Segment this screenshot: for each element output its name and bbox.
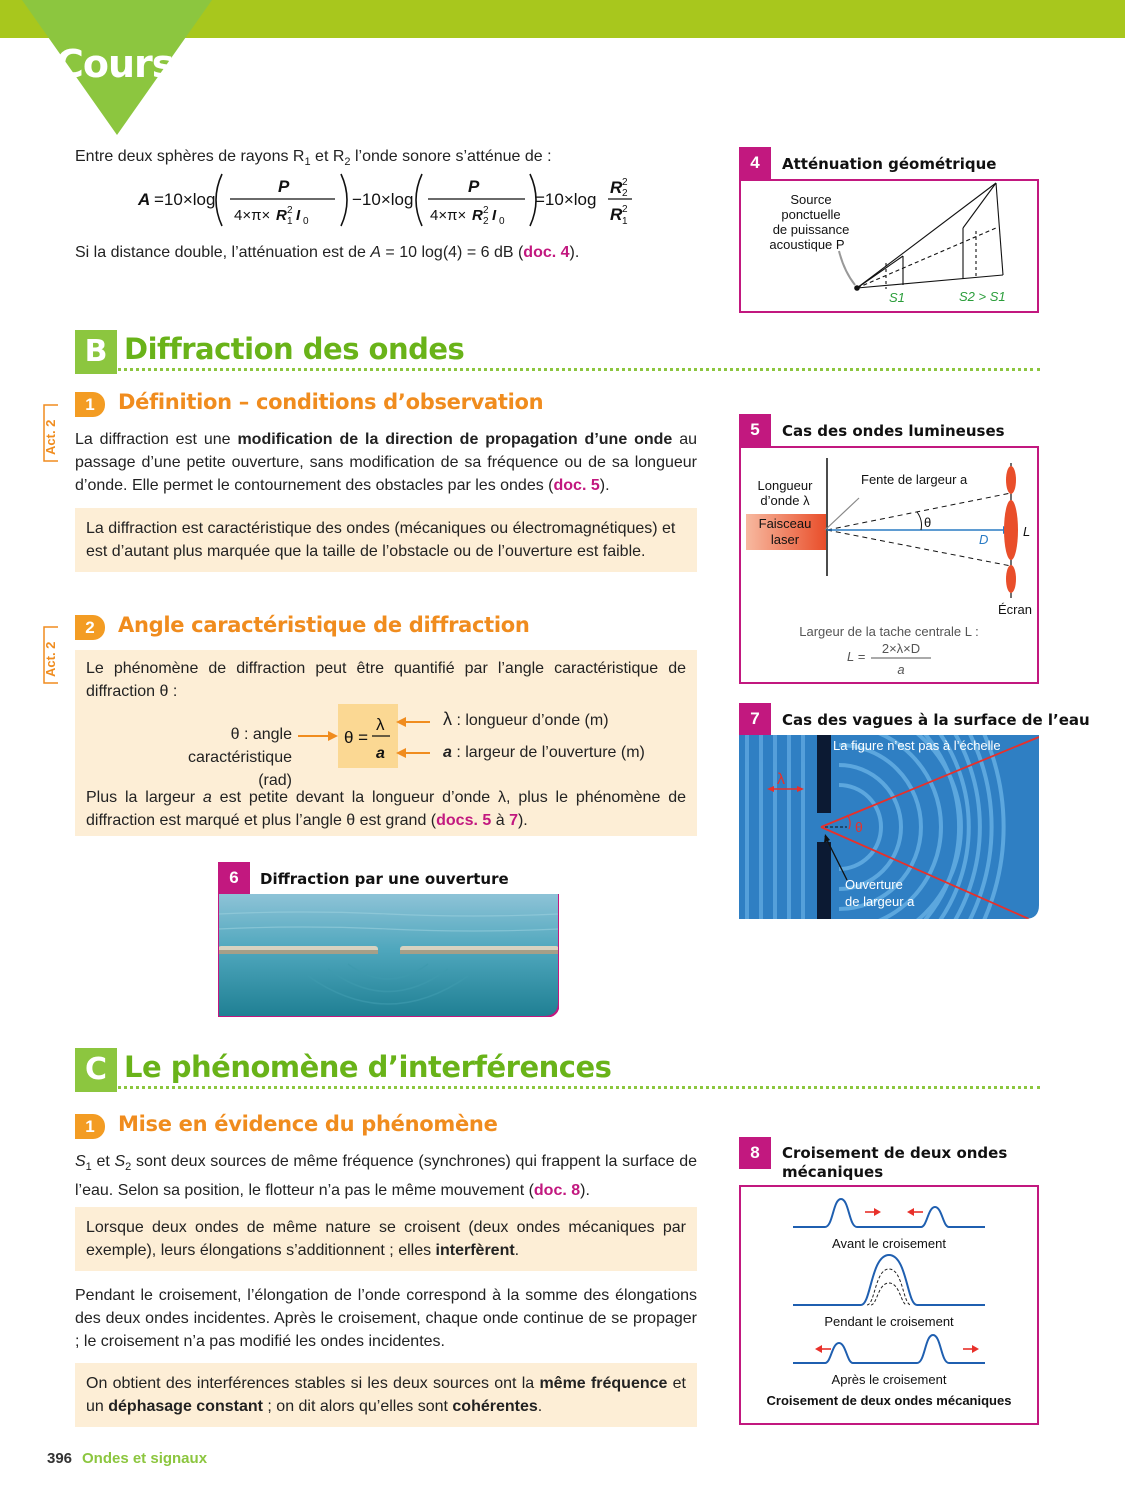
section-b-title: Diffraction des ondes bbox=[124, 332, 465, 366]
svg-text:1: 1 bbox=[622, 216, 628, 227]
act2-tag-2 bbox=[40, 625, 62, 685]
interference-highlight-1: Lorsque deux ondes de même nature se croisent (deux ondes mécaniques par exemple), leurs élongations s’additionnent ; elles interfèrent. bbox=[75, 1207, 697, 1271]
svg-text:0: 0 bbox=[303, 216, 309, 227]
sub-b2-title: Angle caractéristique de diffraction bbox=[118, 613, 530, 637]
doc4-number: 4 bbox=[739, 147, 771, 179]
doc4-source-4: acoustique P bbox=[769, 237, 845, 252]
svg-text:d’onde λ: d’onde λ bbox=[760, 493, 810, 508]
svg-text:Largeur de la tache centrale L: Largeur de la tache centrale L : bbox=[799, 624, 979, 639]
doc6-title: Diffraction par une ouverture bbox=[260, 870, 509, 888]
theta-formula bbox=[290, 700, 450, 775]
svg-text:Ouverture: Ouverture bbox=[845, 877, 903, 892]
svg-text:0: 0 bbox=[499, 216, 505, 227]
svg-text:Après le croisement: Après le croisement bbox=[831, 1372, 947, 1387]
theta-label: θ : angle caractéristique (rad) bbox=[187, 726, 292, 789]
doc5-number: 5 bbox=[739, 414, 771, 446]
svg-text:=10×log: =10×log bbox=[154, 190, 216, 209]
svg-text:Croisement de deux ondes mécan: Croisement de deux ondes mécaniques bbox=[766, 1393, 1012, 1408]
doc5-diagram bbox=[741, 448, 1037, 682]
doc4-title: Atténuation géométrique bbox=[782, 155, 997, 173]
doc4-source-2: ponctuelle bbox=[781, 207, 841, 222]
svg-text:de largeur a: de largeur a bbox=[845, 894, 915, 909]
svg-text:Écran: Écran bbox=[998, 602, 1032, 617]
svg-text:θ: θ bbox=[855, 819, 863, 835]
doc7-number: 7 bbox=[739, 703, 771, 735]
svg-text:R: R bbox=[472, 207, 483, 224]
interference-intro: $S_1$ et $S_2$ sont deux sources de même fréquence (synchrones) qui frappent la surface de l’eau. Selon sa position, le flotteur n’a pas le même mouvement (doc. 8). bbox=[75, 1153, 698, 1200]
doc7-water-image bbox=[739, 735, 1039, 919]
chapter-name: Ondes et signaux bbox=[82, 1450, 208, 1467]
doc5-title: Cas des ondes lumineuses bbox=[782, 422, 1005, 440]
doc4-source-3: de puissance bbox=[772, 222, 850, 237]
svg-text:laser: laser bbox=[770, 532, 800, 547]
double-distance-line: Si la distance double, l’atténuation est de A = 10 log(4) = 6 dB (doc. 4). bbox=[75, 244, 580, 261]
svg-text:Act. 2: Act. 2 bbox=[43, 419, 58, 455]
sub-c1-number: 1 bbox=[75, 1114, 105, 1139]
interference-highlight-2: On obtient des interférences stables si les deux sources ont la même fréquence et un déphasage constant ; on dit alors qu’elles sont cohérentes. bbox=[75, 1363, 697, 1427]
svg-text:R: R bbox=[276, 207, 287, 224]
cours-label: Cours bbox=[56, 42, 174, 86]
svg-text:2: 2 bbox=[622, 177, 628, 188]
doc4-source-1: Source bbox=[790, 192, 832, 207]
a-label: a : largeur de l’ouverture (m) bbox=[443, 744, 645, 761]
svg-text:L =: L = bbox=[847, 649, 866, 664]
page-number: 396 bbox=[47, 1450, 73, 1467]
doc6-number: 6 bbox=[218, 862, 250, 894]
svg-text:2: 2 bbox=[622, 188, 628, 199]
svg-text:=10×log: =10×log bbox=[535, 190, 597, 209]
sub-c1-title: Mise en évidence du phénomène bbox=[118, 1112, 498, 1136]
svg-text:L: L bbox=[1023, 524, 1031, 539]
svg-text:4×π×: 4×π× bbox=[234, 207, 271, 224]
svg-text:P: P bbox=[278, 177, 290, 196]
svg-text:R: R bbox=[610, 205, 623, 224]
svg-text:Pendant le croisement: Pendant le croisement bbox=[824, 1314, 954, 1329]
svg-text:2: 2 bbox=[287, 205, 293, 216]
svg-text:a: a bbox=[897, 662, 905, 677]
doc8-number: 8 bbox=[739, 1137, 771, 1169]
interference-explanation: Pendant le croisement, l’élongation de l’onde correspond à la somme des élongations des deux ondes incidentes. Après le croisement, chaque onde continue de se propager ; le croisement n’a pas modifié les ondes incidentes. bbox=[75, 1287, 697, 1350]
doc6-photo bbox=[218, 894, 559, 1017]
svg-text:A: A bbox=[138, 190, 151, 209]
diffraction-highlight: La diffraction est caractéristique des ondes (mécaniques ou électromagnétiques) et est d’autant plus marquée que la taille de l’obstacle ou de l’ouverture est faible. bbox=[75, 508, 697, 572]
doc8-title: Croisement de deux ondes mécaniques bbox=[782, 1144, 1008, 1181]
theta-conclusion: Plus la largeur a est petite devant la longueur d’onde λ, plus le phénomène de diffraction est marqué et plus l’angle θ est grand (docs. 5 à 7). bbox=[86, 789, 686, 829]
svg-text:D: D bbox=[979, 532, 989, 547]
svg-text:P: P bbox=[468, 177, 480, 196]
svg-text:a: a bbox=[376, 745, 385, 762]
svg-text:θ: θ bbox=[924, 515, 932, 530]
svg-text:θ =: θ = bbox=[344, 728, 369, 747]
doc4-diagram bbox=[741, 181, 1037, 311]
lambda-label: λ : longueur d’onde (m) bbox=[443, 709, 609, 729]
svg-text:2: 2 bbox=[483, 205, 489, 216]
svg-text:4×π×: 4×π× bbox=[430, 207, 467, 224]
svg-text:λ: λ bbox=[376, 715, 385, 734]
section-c-rule bbox=[75, 1086, 1040, 1089]
svg-text:Faisceau: Faisceau bbox=[758, 516, 812, 531]
svg-text:I: I bbox=[296, 207, 301, 224]
doc4-s1: S1 bbox=[889, 290, 905, 305]
act2-tag-1 bbox=[40, 403, 62, 463]
section-b-letter: B bbox=[75, 330, 117, 374]
section-b-rule bbox=[75, 368, 1040, 371]
svg-text:R: R bbox=[610, 178, 623, 197]
intro-line: Entre deux sphères de rayons $R_1$ et $R_2$ l’onde sonore s’atténue de : bbox=[75, 148, 552, 169]
section-c-letter: C bbox=[75, 1048, 117, 1092]
svg-text:Avant le croisement: Avant le croisement bbox=[832, 1236, 946, 1251]
svg-text:1: 1 bbox=[287, 216, 293, 227]
svg-text:Longueur: Longueur bbox=[757, 478, 813, 493]
svg-text:λ: λ bbox=[777, 771, 785, 788]
sub-b2-number: 2 bbox=[75, 615, 105, 640]
doc8-diagram bbox=[741, 1187, 1037, 1423]
sub-b1-number: 1 bbox=[75, 392, 105, 417]
svg-text:Act. 2: Act. 2 bbox=[43, 641, 58, 677]
svg-text:2×λ×D: 2×λ×D bbox=[881, 641, 921, 656]
svg-text:2: 2 bbox=[622, 204, 628, 215]
section-c-title: Le phénomène d’interférences bbox=[124, 1050, 612, 1084]
sub-b1-title: Définition – conditions d’observation bbox=[118, 390, 544, 414]
svg-text:La figure n’est pas à l’échell: La figure n’est pas à l’échelle bbox=[833, 738, 1001, 753]
svg-text:−10×log: −10×log bbox=[352, 190, 414, 209]
diffraction-definition: La diffraction est une modification de la direction de propagation d’une onde au passage d’une petite ouverture, sans modification de sa fréquence ou de sa longueur d’onde. Elle permet le contournement des obstacles par les ondes (doc. 5). bbox=[75, 431, 697, 494]
doc7-title: Cas des vagues à la surface de l’eau bbox=[782, 711, 1090, 729]
attenuation-formula bbox=[130, 168, 670, 232]
doc4-s2: S2 > S1 bbox=[959, 289, 1006, 304]
svg-text:Fente de largeur a: Fente de largeur a bbox=[861, 472, 968, 487]
svg-text:2: 2 bbox=[483, 216, 489, 227]
theta-intro: Le phénomène de diffraction peut être quantifié par l’angle caractéristique de diffraction θ : bbox=[86, 660, 686, 700]
svg-text:I: I bbox=[492, 207, 497, 224]
